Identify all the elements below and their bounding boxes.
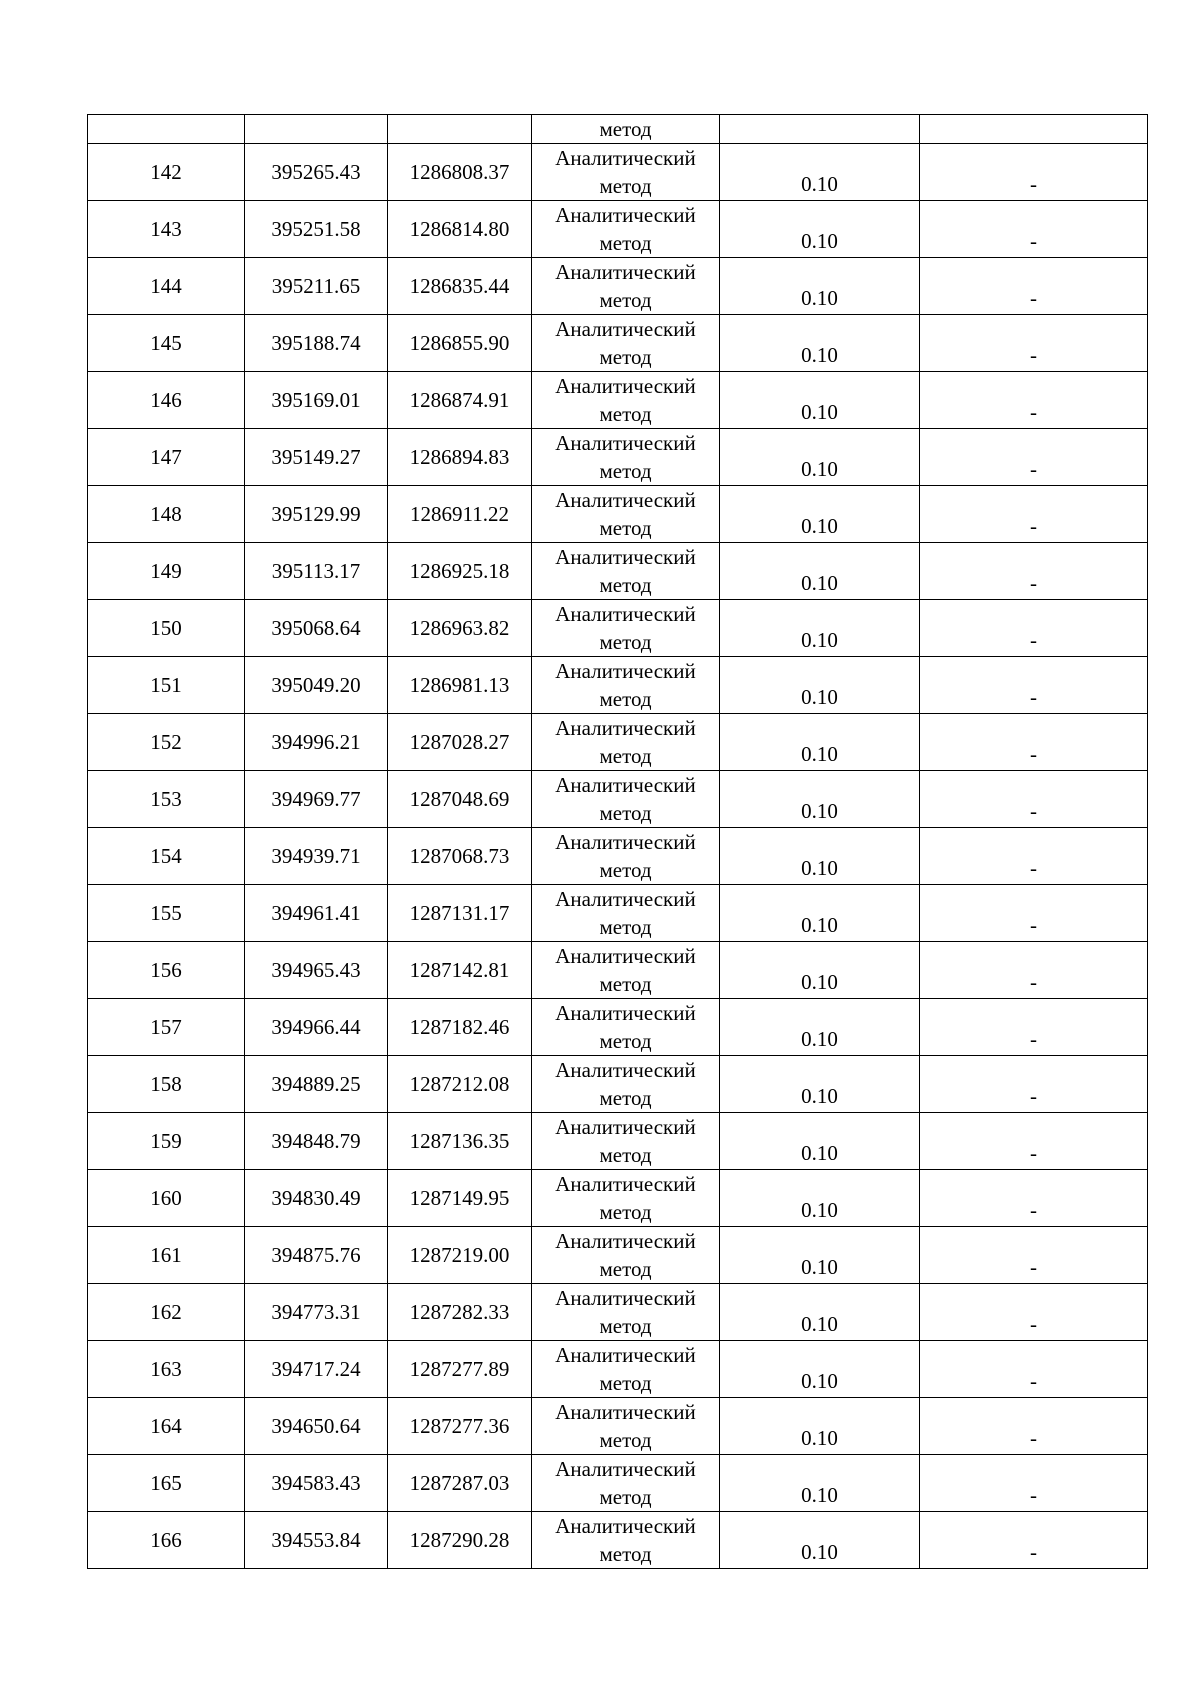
cell-point-number: 148 (88, 486, 245, 543)
table-row (88, 1512, 1148, 1569)
cell-point-number: 142 (88, 144, 245, 201)
cell-y-coordinate: 1286835.44 (388, 258, 532, 315)
method-line-1: Аналитический (555, 1115, 696, 1139)
cell-note: - (920, 1341, 1148, 1398)
cell-note: - (920, 315, 1148, 372)
cell-y-coordinate: 1286855.90 (388, 315, 532, 372)
cell-x-coordinate: 395149.27 (245, 429, 388, 486)
method-line-1: Аналитический (555, 830, 696, 854)
method-line-2: метод (599, 1485, 652, 1509)
cell-point-number: 149 (88, 543, 245, 600)
cell-method (532, 885, 720, 942)
cell-x-coordinate: 395129.99 (245, 486, 388, 543)
cell-accuracy: 0.10 (720, 1398, 920, 1455)
method-line-2: метод (599, 174, 652, 198)
cell-x-coordinate: 394965.43 (245, 942, 388, 999)
cell-note: - (920, 144, 1148, 201)
method-line-1: Аналитический (555, 146, 696, 170)
method-line-1: Аналитический (555, 1400, 696, 1424)
cell-method (532, 1284, 720, 1341)
cell-note: - (920, 1113, 1148, 1170)
method-line-2: метод (599, 915, 652, 939)
method-line-1: Аналитический (555, 488, 696, 512)
cell-point-number: 151 (88, 657, 245, 714)
method-line-2: метод (599, 1086, 652, 1110)
cell-y-coordinate: 1286963.82 (388, 600, 532, 657)
cell-y-coordinate: 1287290.28 (388, 1512, 532, 1569)
table-row (88, 828, 1148, 885)
cell-method (532, 1056, 720, 1113)
cell-y-coordinate: 1287282.33 (388, 1284, 532, 1341)
cell-note: - (920, 258, 1148, 315)
method-line-1: Аналитический (555, 203, 696, 227)
cell-note: - (920, 600, 1148, 657)
method-line-1: Аналитический (555, 317, 696, 341)
cell-y-coordinate: 1287212.08 (388, 1056, 532, 1113)
cell-note: - (920, 771, 1148, 828)
method-line-2: метод (599, 288, 652, 312)
cell-x-coordinate: 394848.79 (245, 1113, 388, 1170)
table-row (88, 999, 1148, 1056)
cell-x-coordinate: 394875.76 (245, 1227, 388, 1284)
cell-x-coordinate: 395113.17 (245, 543, 388, 600)
method-line-1: Аналитический (555, 773, 696, 797)
cell-y-coordinate: 1287182.46 (388, 999, 532, 1056)
method-line-2: метод (599, 744, 652, 768)
cell-method (532, 600, 720, 657)
cell-point-number: 153 (88, 771, 245, 828)
method-line-2: метод (599, 516, 652, 540)
cell-x-coordinate: 394650.64 (245, 1398, 388, 1455)
method-line-1: Аналитический (555, 1514, 696, 1538)
cell-accuracy: 0.10 (720, 942, 920, 999)
table-row (88, 1170, 1148, 1227)
method-line-2: метод (599, 801, 652, 825)
table-row (88, 657, 1148, 714)
cell-method (532, 1113, 720, 1170)
cell-point-number: 144 (88, 258, 245, 315)
method-line-2: метод (599, 858, 652, 882)
method-line-2: метод (599, 1200, 652, 1224)
cell-accuracy: 0.10 (720, 1341, 920, 1398)
cell-note: - (920, 1455, 1148, 1512)
cell-x-coordinate: 394889.25 (245, 1056, 388, 1113)
table-row (88, 885, 1148, 942)
cell-method (532, 714, 720, 771)
cell-accuracy: 0.10 (720, 657, 920, 714)
cell-method (532, 657, 720, 714)
cell-accuracy: 0.10 (720, 1455, 920, 1512)
method-line-2: метод (599, 1542, 652, 1566)
cell-accuracy: 0.10 (720, 258, 920, 315)
coordinates-table (87, 114, 1148, 1569)
continuation-cell-note (920, 115, 1148, 144)
cell-accuracy: 0.10 (720, 771, 920, 828)
cell-note: - (920, 1170, 1148, 1227)
continuation-row (88, 115, 1148, 144)
cell-method (532, 1455, 720, 1512)
method-line-2: метод (599, 1314, 652, 1338)
cell-note: - (920, 885, 1148, 942)
cell-point-number: 159 (88, 1113, 245, 1170)
cell-method (532, 543, 720, 600)
table-row (88, 771, 1148, 828)
cell-y-coordinate: 1287028.27 (388, 714, 532, 771)
cell-method (532, 315, 720, 372)
cell-method (532, 999, 720, 1056)
cell-note: - (920, 999, 1148, 1056)
cell-point-number: 150 (88, 600, 245, 657)
cell-accuracy: 0.10 (720, 600, 920, 657)
cell-method (532, 771, 720, 828)
cell-point-number: 158 (88, 1056, 245, 1113)
continuation-cell-method: метод (532, 115, 720, 144)
method-line-2: метод (599, 345, 652, 369)
cell-x-coordinate: 394717.24 (245, 1341, 388, 1398)
cell-y-coordinate: 1287048.69 (388, 771, 532, 828)
cell-y-coordinate: 1287149.95 (388, 1170, 532, 1227)
cell-method (532, 372, 720, 429)
cell-method (532, 1170, 720, 1227)
table-row (88, 1398, 1148, 1455)
method-line-1: Аналитический (555, 1229, 696, 1253)
cell-x-coordinate: 394830.49 (245, 1170, 388, 1227)
table-row (88, 1113, 1148, 1170)
cell-y-coordinate: 1287219.00 (388, 1227, 532, 1284)
cell-x-coordinate: 394996.21 (245, 714, 388, 771)
cell-note: - (920, 486, 1148, 543)
table-row (88, 372, 1148, 429)
cell-y-coordinate: 1286911.22 (388, 486, 532, 543)
method-line-2: метод (599, 459, 652, 483)
cell-x-coordinate: 395049.20 (245, 657, 388, 714)
cell-method (532, 1512, 720, 1569)
cell-accuracy: 0.10 (720, 999, 920, 1056)
table-row (88, 144, 1148, 201)
cell-x-coordinate: 395265.43 (245, 144, 388, 201)
cell-accuracy: 0.10 (720, 429, 920, 486)
continuation-cell-y (388, 115, 532, 144)
cell-note: - (920, 657, 1148, 714)
method-line-2: метод (599, 1029, 652, 1053)
cell-method (532, 201, 720, 258)
cell-point-number: 166 (88, 1512, 245, 1569)
method-line-1: Аналитический (555, 374, 696, 398)
cell-point-number: 147 (88, 429, 245, 486)
cell-point-number: 145 (88, 315, 245, 372)
cell-x-coordinate: 394939.71 (245, 828, 388, 885)
cell-y-coordinate: 1287287.03 (388, 1455, 532, 1512)
method-line-2: метод (599, 1371, 652, 1395)
cell-y-coordinate: 1286981.13 (388, 657, 532, 714)
cell-method (532, 1341, 720, 1398)
cell-accuracy: 0.10 (720, 372, 920, 429)
cell-accuracy: 0.10 (720, 1113, 920, 1170)
cell-point-number: 165 (88, 1455, 245, 1512)
cell-x-coordinate: 394583.43 (245, 1455, 388, 1512)
cell-y-coordinate: 1287068.73 (388, 828, 532, 885)
continuation-cell-x (245, 115, 388, 144)
method-line-1: Аналитический (555, 1058, 696, 1082)
method-line-1: Аналитический (555, 1343, 696, 1367)
method-line-2: метод (599, 1257, 652, 1281)
cell-accuracy: 0.10 (720, 543, 920, 600)
method-line-2: метод (599, 630, 652, 654)
table-row (88, 258, 1148, 315)
cell-point-number: 164 (88, 1398, 245, 1455)
method-line-2: метод (599, 687, 652, 711)
cell-point-number: 156 (88, 942, 245, 999)
cell-accuracy: 0.10 (720, 1227, 920, 1284)
cell-y-coordinate: 1286925.18 (388, 543, 532, 600)
cell-accuracy: 0.10 (720, 828, 920, 885)
cell-y-coordinate: 1287277.36 (388, 1398, 532, 1455)
cell-point-number: 143 (88, 201, 245, 258)
cell-y-coordinate: 1287142.81 (388, 942, 532, 999)
cell-method (532, 486, 720, 543)
cell-x-coordinate: 394966.44 (245, 999, 388, 1056)
cell-x-coordinate: 395169.01 (245, 372, 388, 429)
cell-accuracy: 0.10 (720, 486, 920, 543)
cell-accuracy: 0.10 (720, 144, 920, 201)
cell-point-number: 152 (88, 714, 245, 771)
table-row (88, 1341, 1148, 1398)
method-line-1: Аналитический (555, 1286, 696, 1310)
cell-x-coordinate: 395188.74 (245, 315, 388, 372)
cell-accuracy: 0.10 (720, 885, 920, 942)
method-line-1: Аналитический (555, 545, 696, 569)
table-row (88, 486, 1148, 543)
cell-note: - (920, 1512, 1148, 1569)
cell-x-coordinate: 394553.84 (245, 1512, 388, 1569)
cell-note: - (920, 1227, 1148, 1284)
method-line-1: Аналитический (555, 887, 696, 911)
coordinates-table-body (88, 115, 1148, 1569)
cell-y-coordinate: 1286894.83 (388, 429, 532, 486)
cell-x-coordinate: 394969.77 (245, 771, 388, 828)
cell-point-number: 157 (88, 999, 245, 1056)
method-line-1: Аналитический (555, 602, 696, 626)
method-line-2: метод (599, 972, 652, 996)
table-row (88, 429, 1148, 486)
cell-note: - (920, 1284, 1148, 1341)
method-line-1: Аналитический (555, 944, 696, 968)
table-row (88, 1227, 1148, 1284)
cell-x-coordinate: 394961.41 (245, 885, 388, 942)
cell-accuracy: 0.10 (720, 1056, 920, 1113)
cell-point-number: 155 (88, 885, 245, 942)
cell-point-number: 163 (88, 1341, 245, 1398)
method-line-1: Аналитический (555, 1172, 696, 1196)
method-line-1: Аналитический (555, 1457, 696, 1481)
cell-method (532, 1398, 720, 1455)
cell-note: - (920, 942, 1148, 999)
cell-note: - (920, 1056, 1148, 1113)
method-line-1: Аналитический (555, 659, 696, 683)
cell-y-coordinate: 1287136.35 (388, 1113, 532, 1170)
cell-point-number: 160 (88, 1170, 245, 1227)
cell-x-coordinate: 395211.65 (245, 258, 388, 315)
cell-point-number: 146 (88, 372, 245, 429)
cell-note: - (920, 714, 1148, 771)
cell-y-coordinate: 1287277.89 (388, 1341, 532, 1398)
cell-note: - (920, 543, 1148, 600)
method-line-1: Аналитический (555, 260, 696, 284)
table-row (88, 1056, 1148, 1113)
method-line-1: Аналитический (555, 431, 696, 455)
continuation-cell-accuracy (720, 115, 920, 144)
table-row (88, 543, 1148, 600)
table-row (88, 600, 1148, 657)
cell-accuracy: 0.10 (720, 1284, 920, 1341)
continuation-cell-number (88, 115, 245, 144)
table-row (88, 942, 1148, 999)
cell-y-coordinate: 1286874.91 (388, 372, 532, 429)
cell-y-coordinate: 1287131.17 (388, 885, 532, 942)
cell-accuracy: 0.10 (720, 1512, 920, 1569)
method-line-2: метод (599, 231, 652, 255)
cell-y-coordinate: 1286814.80 (388, 201, 532, 258)
table-row (88, 714, 1148, 771)
cell-accuracy: 0.10 (720, 315, 920, 372)
table-row (88, 315, 1148, 372)
cell-x-coordinate: 394773.31 (245, 1284, 388, 1341)
cell-note: - (920, 372, 1148, 429)
table-row (88, 1455, 1148, 1512)
cell-note: - (920, 1398, 1148, 1455)
cell-method (532, 144, 720, 201)
cell-point-number: 154 (88, 828, 245, 885)
method-line-2: метод (599, 573, 652, 597)
cell-x-coordinate: 395068.64 (245, 600, 388, 657)
cell-y-coordinate: 1286808.37 (388, 144, 532, 201)
method-line-1: Аналитический (555, 716, 696, 740)
table-row (88, 1284, 1148, 1341)
cell-method (532, 258, 720, 315)
cell-method (532, 942, 720, 999)
cell-point-number: 162 (88, 1284, 245, 1341)
cell-method (532, 828, 720, 885)
method-line-2: метод (599, 1428, 652, 1452)
cell-accuracy: 0.10 (720, 714, 920, 771)
cell-x-coordinate: 395251.58 (245, 201, 388, 258)
cell-note: - (920, 201, 1148, 258)
cell-accuracy: 0.10 (720, 201, 920, 258)
cell-note: - (920, 828, 1148, 885)
table-row (88, 201, 1148, 258)
cell-note: - (920, 429, 1148, 486)
method-line-2: метод (599, 1143, 652, 1167)
cell-accuracy: 0.10 (720, 1170, 920, 1227)
method-line-2: метод (599, 402, 652, 426)
cell-point-number: 161 (88, 1227, 245, 1284)
method-line-1: Аналитический (555, 1001, 696, 1025)
cell-method (532, 1227, 720, 1284)
cell-method (532, 429, 720, 486)
